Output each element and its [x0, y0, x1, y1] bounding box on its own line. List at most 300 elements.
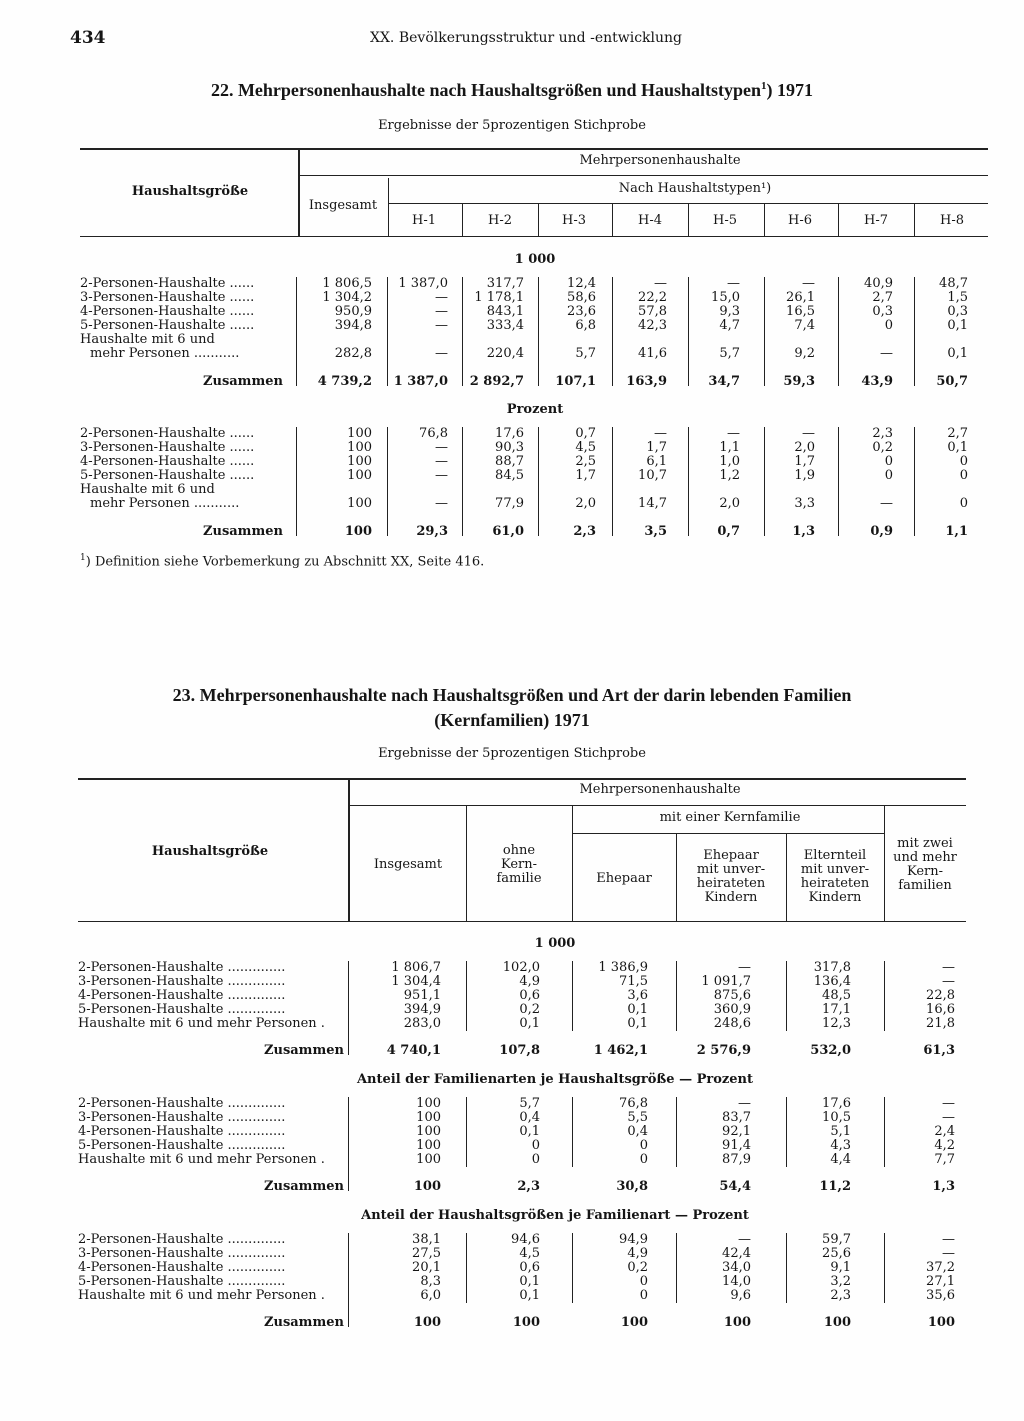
table-cell: 2,5	[575, 454, 596, 469]
table-cell: 0	[884, 318, 893, 333]
table-cell: 22,8	[926, 988, 955, 1003]
column-divider	[572, 1233, 573, 1303]
column-header: Kindern	[808, 890, 862, 905]
column-header: heirateten	[800, 876, 870, 891]
total-cell: 107,8	[499, 1043, 540, 1058]
total-cell: 2 892,7	[469, 374, 524, 389]
running-title: XX. Bevölkerungsstruktur und -entwicklung	[370, 30, 683, 46]
column-divider	[348, 778, 350, 921]
column-divider	[786, 1097, 787, 1167]
table-cell: 5,7	[519, 1096, 540, 1111]
table-cell: 57,8	[638, 304, 667, 319]
column-divider	[914, 277, 915, 386]
table-cell: 136,4	[813, 974, 851, 989]
table-cell: 8,3	[420, 1274, 441, 1289]
table-cell: 1 806,7	[391, 960, 441, 975]
column-header: Ehepaar	[703, 848, 759, 863]
table-cell: 90,3	[495, 440, 524, 455]
table-cell: 0,3	[947, 304, 968, 319]
table-cell: 100	[416, 1124, 441, 1139]
total-cell: 100	[344, 524, 372, 539]
table-cell: —	[738, 1096, 751, 1111]
row-label: mehr Personen ...........	[90, 346, 240, 361]
column-header: familie	[496, 871, 542, 886]
total-cell: 107,1	[555, 374, 596, 389]
table-cell: 2,7	[947, 426, 968, 441]
table-cell: 88,7	[495, 454, 524, 469]
group-header: Mehrpersonenhaushalte	[579, 782, 741, 797]
table-cell: 15,0	[711, 290, 740, 305]
table-cell: 317,8	[813, 960, 851, 975]
table-cell: 0,4	[519, 1110, 540, 1125]
table-cell: 0,6	[519, 1260, 540, 1275]
column-divider	[884, 961, 885, 1031]
row-label: 2-Personen-Haushalte ..............	[78, 960, 286, 975]
table-cell: 92,1	[722, 1124, 751, 1139]
total-cell: 54,4	[719, 1179, 751, 1194]
column-header: Kern-	[500, 857, 538, 872]
table-cell: 282,8	[334, 346, 372, 361]
column-divider	[348, 1097, 349, 1191]
total-cell: 100	[512, 1315, 540, 1330]
table-cell: 23,6	[567, 304, 596, 319]
total-cell: 11,2	[819, 1179, 851, 1194]
column-header: ohne	[502, 843, 536, 858]
column-header: mit unver-	[696, 862, 766, 877]
subgroup-header: mit einer Kernfamilie	[659, 810, 801, 825]
table-cell: 48,5	[822, 988, 851, 1003]
total-cell: 34,7	[708, 374, 740, 389]
column-divider	[838, 427, 839, 536]
rule-line	[78, 778, 966, 780]
column-divider	[914, 427, 915, 536]
table-cell: 100	[347, 468, 372, 483]
row-label: 5-Personen-Haushalte ......	[80, 318, 255, 333]
table22-title: 22. Mehrpersonenhaushalte nach Haushaltsgrößen und Haushaltstypen$^1$) 1971	[210, 80, 814, 100]
table-cell: 22,2	[638, 290, 667, 305]
table-cell: 76,8	[619, 1096, 648, 1111]
total-cell: 2,3	[573, 524, 596, 539]
table-cell: 0	[884, 454, 893, 469]
table-cell: 12,4	[567, 276, 596, 291]
table-cell: —	[435, 454, 448, 469]
table-cell: 1 304,4	[391, 974, 441, 989]
table-cell: 4,5	[575, 440, 596, 455]
table-cell: —	[880, 496, 893, 511]
table-cell: 41,6	[638, 346, 667, 361]
total-cell: 2,3	[517, 1179, 540, 1194]
table-cell: 84,5	[495, 468, 524, 483]
table-cell: 0,1	[519, 1124, 540, 1139]
total-label: Zusammen	[264, 1179, 344, 1194]
table-cell: 0	[639, 1138, 648, 1153]
table-cell: —	[435, 346, 448, 361]
table-cell: —	[435, 440, 448, 455]
section-label: Anteil der Haushaltsgrößen je Familienart — Prozent	[361, 1208, 749, 1223]
table-cell: 59,7	[822, 1232, 851, 1247]
table-cell: —	[727, 276, 740, 291]
table-cell: —	[942, 1232, 955, 1247]
table-cell: 2,0	[794, 440, 815, 455]
row-label: 3-Personen-Haushalte ......	[80, 290, 255, 305]
table-cell: 100	[347, 454, 372, 469]
table-cell: 0	[959, 468, 968, 483]
total-cell: 0,9	[870, 524, 893, 539]
row-label: 2-Personen-Haushalte ..............	[78, 1232, 286, 1247]
table-cell: 0	[884, 468, 893, 483]
table-cell: 333,4	[486, 318, 524, 333]
rule-line	[80, 236, 988, 237]
table-cell: 843,1	[486, 304, 524, 319]
table-cell: 9,1	[830, 1260, 851, 1275]
total-cell: 100	[413, 1315, 441, 1330]
table-cell: 17,6	[822, 1096, 851, 1111]
table-cell: 0,1	[947, 318, 968, 333]
table-cell: 951,1	[403, 988, 441, 1003]
table-cell: 0,1	[627, 1016, 648, 1031]
total-cell: 3,5	[644, 524, 667, 539]
total-cell: 1,3	[932, 1179, 955, 1194]
total-label: Zusammen	[264, 1315, 344, 1330]
row-label: Haushalte mit 6 und	[80, 482, 215, 497]
table-cell: 4,7	[719, 318, 740, 333]
table-cell: 0	[531, 1152, 540, 1167]
table-cell: 0,1	[519, 1274, 540, 1289]
row-label: 2-Personen-Haushalte ......	[80, 426, 255, 441]
rule-line	[572, 833, 884, 834]
table-cell: 76,8	[419, 426, 448, 441]
column-header: H-5	[712, 213, 737, 228]
column-divider	[298, 148, 300, 236]
column-header: und mehr	[893, 850, 957, 865]
table-cell: 40,9	[864, 276, 893, 291]
table-cell: 71,5	[619, 974, 648, 989]
table-cell: 26,1	[786, 290, 815, 305]
column-divider	[387, 277, 388, 386]
row-label: 2-Personen-Haushalte ..............	[78, 1096, 286, 1111]
table-cell: 875,6	[713, 988, 751, 1003]
table-cell: —	[738, 960, 751, 975]
table-cell: 1 386,9	[598, 960, 648, 975]
table23-title-line1: 23. Mehrpersonenhaushalte nach Haushaltsgrößen und Art der darin lebenden Familien	[172, 685, 852, 705]
table-cell: 10,5	[822, 1110, 851, 1125]
table-cell: 100	[416, 1096, 441, 1111]
column-divider	[538, 427, 539, 536]
total-cell: 1 387,0	[393, 374, 448, 389]
table-cell: 0	[959, 454, 968, 469]
table-cell: 6,8	[575, 318, 596, 333]
column-divider	[348, 1233, 349, 1327]
table-cell: —	[654, 426, 667, 441]
stub-header: Haushaltsgröße	[151, 844, 269, 859]
total-cell: 2 576,9	[696, 1043, 751, 1058]
column-divider	[612, 277, 613, 386]
table-cell: 48,7	[939, 276, 968, 291]
row-label: mehr Personen ...........	[90, 496, 240, 511]
table-cell: 91,4	[722, 1138, 751, 1153]
table-cell: 25,6	[822, 1246, 851, 1261]
table-cell: 1,5	[947, 290, 968, 305]
table-cell: 42,4	[722, 1246, 751, 1261]
table-cell: 100	[416, 1138, 441, 1153]
rule-line	[78, 921, 966, 922]
table-cell: 1 304,2	[322, 290, 372, 305]
table-cell: —	[802, 426, 815, 441]
table-cell: 4,4	[830, 1152, 851, 1167]
table-cell: 2,3	[830, 1288, 851, 1303]
column-divider	[296, 277, 297, 386]
row-label: 4-Personen-Haushalte ......	[80, 454, 255, 469]
table-cell: —	[435, 290, 448, 305]
column-divider	[466, 961, 467, 1031]
column-header: H-1	[411, 213, 436, 228]
column-divider	[884, 1097, 885, 1167]
row-label: 4-Personen-Haushalte ..............	[78, 988, 286, 1003]
total-cell: 1,1	[945, 524, 968, 539]
section-label: 1 000	[534, 936, 576, 951]
section-label: Prozent	[506, 402, 564, 417]
total-cell: 0,7	[717, 524, 740, 539]
column-divider	[538, 277, 539, 386]
column-divider	[676, 961, 677, 1031]
column-divider	[676, 1097, 677, 1167]
column-divider	[466, 1233, 467, 1303]
row-label: 3-Personen-Haushalte ..............	[78, 1110, 286, 1125]
table-cell: 0	[531, 1138, 540, 1153]
table-cell: 100	[416, 1152, 441, 1167]
row-label: Haushalte mit 6 und mehr Personen .	[78, 1152, 325, 1167]
table-cell: 9,3	[719, 304, 740, 319]
table-cell: 0	[639, 1274, 648, 1289]
row-label: 2-Personen-Haushalte ......	[80, 276, 255, 291]
total-cell: 4 740,1	[386, 1043, 441, 1058]
total-cell: 29,3	[416, 524, 448, 539]
section-label: Anteil der Familienarten je Haushaltsgröße — Prozent	[356, 1072, 754, 1087]
table-cell: 4,9	[627, 1246, 648, 1261]
table-cell: —	[654, 276, 667, 291]
table-cell: 317,7	[486, 276, 524, 291]
row-label: Haushalte mit 6 und	[80, 332, 215, 347]
table23-subtitle: Ergebnisse der 5prozentigen Stichprobe	[378, 746, 646, 761]
table-cell: 0,2	[519, 1002, 540, 1017]
table-cell: 0,1	[947, 346, 968, 361]
column-divider	[572, 805, 573, 921]
table-cell: 37,2	[926, 1260, 955, 1275]
table-cell: 100	[347, 426, 372, 441]
table-cell: 7,7	[934, 1152, 955, 1167]
column-header: familien	[898, 878, 952, 893]
column-divider	[462, 277, 463, 386]
column-divider	[688, 427, 689, 536]
table-cell: 20,1	[412, 1260, 441, 1275]
total-cell: 100	[823, 1315, 851, 1330]
column-divider	[884, 1233, 885, 1303]
row-label: Haushalte mit 6 und mehr Personen .	[78, 1288, 325, 1303]
total-cell: 43,9	[861, 374, 893, 389]
column-header: mit zwei	[897, 836, 953, 851]
table-cell: —	[942, 974, 955, 989]
table-cell: 58,6	[567, 290, 596, 305]
group-header: Mehrpersonenhaushalte	[579, 153, 741, 168]
table-cell: 360,9	[713, 1002, 751, 1017]
table-cell: —	[942, 1246, 955, 1261]
column-divider	[764, 427, 765, 536]
table-cell: 21,8	[926, 1016, 955, 1031]
table-cell: —	[435, 304, 448, 319]
total-cell: 4 739,2	[317, 374, 372, 389]
table23-title-line2: (Kernfamilien) 1971	[434, 710, 590, 730]
stub-header: Haushaltsgröße	[131, 184, 249, 199]
total-label: Zusammen	[264, 1043, 344, 1058]
column-divider	[572, 1097, 573, 1167]
row-label: Haushalte mit 6 und mehr Personen .	[78, 1016, 325, 1031]
rule-line	[350, 805, 966, 806]
table-cell: 2,3	[872, 426, 893, 441]
total-cell: 59,3	[783, 374, 815, 389]
total-cell: 30,8	[616, 1179, 648, 1194]
table-cell: 1,2	[719, 468, 740, 483]
table-cell: 7,4	[794, 318, 815, 333]
row-label: 3-Personen-Haushalte ......	[80, 440, 255, 455]
column-header: heirateten	[696, 876, 766, 891]
total-label: Zusammen	[203, 374, 283, 389]
column-header: H-3	[561, 213, 586, 228]
table-cell: 34,0	[722, 1260, 751, 1275]
table-cell: 5,7	[575, 346, 596, 361]
row-label: 5-Personen-Haushalte ..............	[78, 1138, 286, 1153]
total-cell: 1 462,1	[593, 1043, 648, 1058]
column-header: Ehepaar	[596, 871, 652, 886]
column-divider	[296, 427, 297, 536]
table-cell: 0,1	[519, 1288, 540, 1303]
table-cell: 2,4	[934, 1124, 955, 1139]
table-cell: 87,9	[722, 1152, 751, 1167]
column-header: Insgesamt	[308, 198, 378, 213]
total-cell: 61,0	[492, 524, 524, 539]
total-cell: 100	[723, 1315, 751, 1330]
table-cell: 0,6	[519, 988, 540, 1003]
table-cell: 35,6	[926, 1288, 955, 1303]
table-cell: 1,7	[575, 468, 596, 483]
table-cell: 2,0	[575, 496, 596, 511]
column-divider	[462, 427, 463, 536]
row-label: 4-Personen-Haushalte ..............	[78, 1260, 286, 1275]
table-cell: —	[942, 960, 955, 975]
table-cell: —	[738, 1232, 751, 1247]
table-cell: 100	[347, 440, 372, 455]
table-cell: 0,7	[575, 426, 596, 441]
column-header: H-2	[487, 213, 512, 228]
table-cell: 1 806,5	[322, 276, 372, 291]
table-cell: 38,1	[412, 1232, 441, 1247]
column-header: H-8	[939, 213, 964, 228]
column-header: Insgesamt	[373, 857, 443, 872]
table-cell: —	[802, 276, 815, 291]
table-cell: 4,2	[934, 1138, 955, 1153]
table-cell: 4,9	[519, 974, 540, 989]
table-cell: 1,1	[719, 440, 740, 455]
total-cell: 50,7	[936, 374, 968, 389]
table-cell: 0,1	[627, 1002, 648, 1017]
column-header: H-4	[637, 213, 662, 228]
table-cell: 14,7	[638, 496, 667, 511]
table-cell: 3,2	[830, 1274, 851, 1289]
table-cell: 394,9	[403, 1002, 441, 1017]
table-cell: 1,9	[794, 468, 815, 483]
table-cell: 1,7	[794, 454, 815, 469]
row-label: 4-Personen-Haushalte ..............	[78, 1124, 286, 1139]
table-cell: 3,6	[627, 988, 648, 1003]
table-cell: 14,0	[722, 1274, 751, 1289]
column-header: H-6	[787, 213, 812, 228]
column-divider	[348, 961, 349, 1055]
table-cell: 94,9	[619, 1232, 648, 1247]
column-divider	[572, 961, 573, 1031]
column-divider	[612, 427, 613, 536]
table-cell: 5,7	[719, 346, 740, 361]
table-cell: 77,9	[495, 496, 524, 511]
column-header: Kern-	[906, 864, 944, 879]
table-cell: 17,1	[822, 1002, 851, 1017]
column-header: mit unver-	[800, 862, 870, 877]
total-cell: 1,3	[792, 524, 815, 539]
row-label: 5-Personen-Haushalte ..............	[78, 1002, 286, 1017]
table-cell: —	[880, 346, 893, 361]
row-label: 3-Personen-Haushalte ..............	[78, 974, 286, 989]
row-label: 3-Personen-Haushalte ..............	[78, 1246, 286, 1261]
rule-line	[80, 148, 988, 150]
row-label: 5-Personen-Haushalte ......	[80, 468, 255, 483]
table-cell: 0,2	[872, 440, 893, 455]
table-cell: 0,3	[872, 304, 893, 319]
table-cell: 1,7	[646, 440, 667, 455]
table-cell: 0	[639, 1288, 648, 1303]
total-cell: 100	[927, 1315, 955, 1330]
table-cell: 10,7	[638, 468, 667, 483]
table-cell: 2,7	[872, 290, 893, 305]
table-cell: —	[942, 1110, 955, 1125]
column-divider	[764, 277, 765, 386]
table-cell: 6,0	[420, 1288, 441, 1303]
table-cell: 17,6	[495, 426, 524, 441]
table22-footnote: $^1$) Definition siehe Vorbemerkung zu Abschnitt XX, Seite 416.	[80, 553, 485, 570]
table-cell: 100	[347, 496, 372, 511]
table-cell: 1 178,1	[474, 290, 524, 305]
total-cell: 61,3	[923, 1043, 955, 1058]
table-cell: 5,1	[830, 1124, 851, 1139]
total-cell: 532,0	[810, 1043, 851, 1058]
table-cell: 283,0	[403, 1016, 441, 1031]
table-cell: 12,3	[822, 1016, 851, 1031]
total-cell: 100	[413, 1179, 441, 1194]
table-cell: 83,7	[722, 1110, 751, 1125]
table-cell: 0,1	[519, 1016, 540, 1031]
table-cell: 248,6	[713, 1016, 751, 1031]
page-number: 434	[70, 28, 106, 48]
table-cell: —	[727, 426, 740, 441]
total-cell: 100	[620, 1315, 648, 1330]
table-cell: 102,0	[502, 960, 540, 975]
column-divider	[688, 277, 689, 386]
table-cell: 1 387,0	[398, 276, 448, 291]
row-label: 4-Personen-Haushalte ......	[80, 304, 255, 319]
row-label: 5-Personen-Haushalte ..............	[78, 1274, 286, 1289]
column-header: Elternteil	[803, 848, 867, 863]
table-cell: 0	[959, 496, 968, 511]
table-cell: 3,3	[794, 496, 815, 511]
table-cell: 1 091,7	[701, 974, 751, 989]
table-cell: 394,8	[334, 318, 372, 333]
